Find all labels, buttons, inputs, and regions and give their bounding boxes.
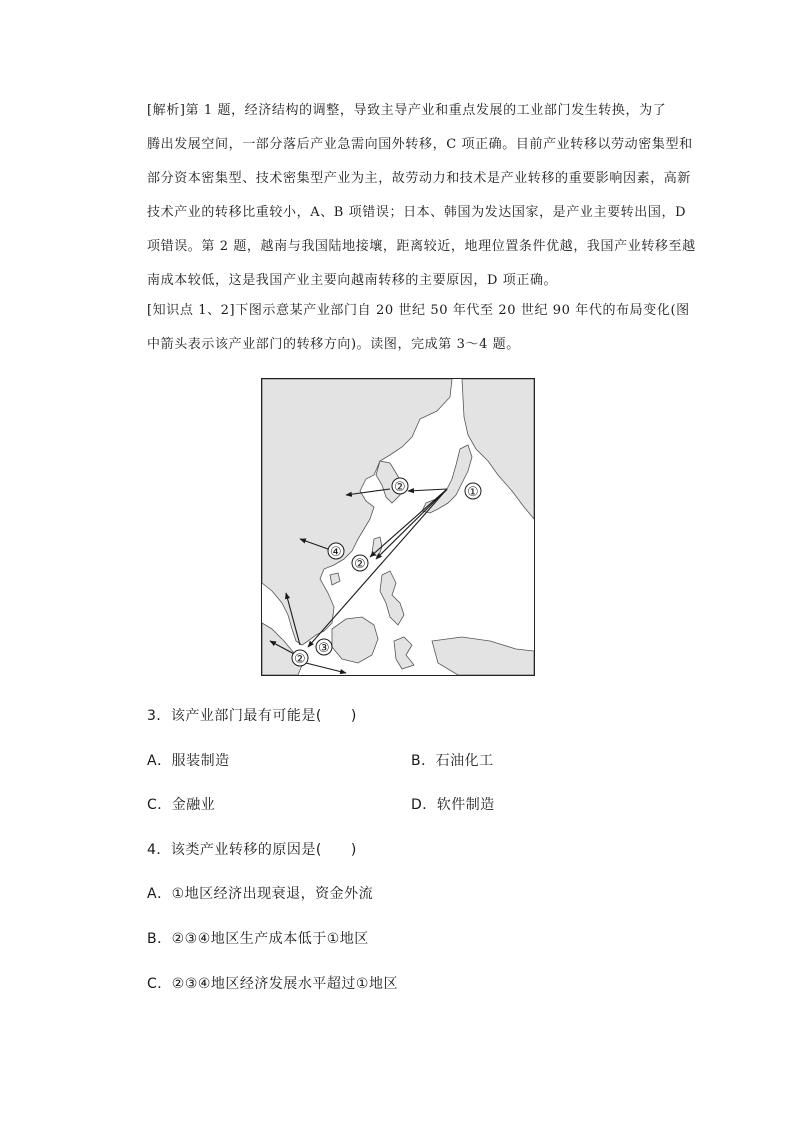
analysis-line: 项错误。第 2 题，越南与我国陆地接壤，距离较近，地理位置条件优越，我国产业转移至越: [147, 239, 696, 254]
transfer-singapore-east: [306, 663, 346, 673]
question-3-option-c[interactable]: C．金融业: [147, 797, 216, 813]
transfer-japan-to-taiwan-a: [370, 489, 447, 557]
question-3-option-d[interactable]: D．软件制造: [411, 797, 495, 813]
intro-line: 中箭头表示该产业部门的转移方向)。读图，完成第 3～4 题。: [147, 337, 520, 352]
label-singapore: [292, 650, 308, 667]
intro-line: [知识点 1、2]下图示意某产业部门自 20 世纪 50 年代至 20 世纪 90 年代的布局变化(图: [147, 303, 690, 318]
question-4-option-c[interactable]: C．②③④地区经济发展水平超过①地区: [147, 976, 398, 992]
map-svg: [262, 379, 534, 675]
question-4-stem: 4．该类产业转移的原因是( ): [147, 842, 357, 858]
analysis-line: 部分资本密集型、技术密集型产业为主，故劳动力和技术是产业转移的重要影响因素，高新: [147, 171, 692, 186]
analysis-line: 南成本较低，这是我国产业主要向越南转移的主要原因，D 项正确。: [147, 273, 558, 288]
analysis-line: 腾出发展空间，一部分落后产业急需向国外转移，C 项正确。目前产业转移以劳动密集型和: [147, 137, 693, 152]
svg-text:②: ②: [294, 652, 306, 667]
svg-text:②: ②: [394, 480, 406, 495]
transfer-japan-to-korea: [408, 489, 447, 491]
label-japan: [465, 483, 481, 500]
borneo-island: [332, 617, 378, 663]
intro-paragraph: [147, 294, 690, 362]
label-south-china: [328, 543, 344, 560]
industry-transfer-map: [261, 378, 535, 676]
analysis-line: 技术产业的转移比重较小，A、B 项错误；日本、韩国为发达国家，是产业主要转出国，D: [147, 205, 687, 220]
label-taiwan: [352, 555, 368, 572]
label-indonesia: [316, 639, 332, 656]
question-3-option-b[interactable]: B．石油化工: [411, 753, 494, 769]
transfer-japan-to-taiwan-b: [376, 489, 447, 559]
analysis-paragraph: [147, 94, 696, 298]
svg-text:③: ③: [318, 641, 330, 656]
label-korea: [392, 478, 408, 495]
question-4-option-a[interactable]: A．①地区经济出现衰退，资金外流: [147, 886, 374, 902]
question-3-stem: 3．该产业部门最有可能是( ): [147, 708, 357, 724]
hainan-island: [330, 573, 340, 585]
eastern-islands: [432, 637, 534, 675]
japan-islands: [422, 445, 472, 513]
philippines-islands: [380, 571, 404, 625]
svg-text:①: ①: [467, 485, 479, 500]
svg-text:④: ④: [330, 545, 342, 560]
question-3-option-a[interactable]: A．服装制造: [147, 753, 230, 769]
sulawesi-island: [394, 637, 414, 669]
analysis-line: [解析]第 1 题，经济结构的调整，导致主导产业和重点发展的工业部门发生转换，为了: [147, 103, 667, 118]
question-4-option-b[interactable]: B．②③④地区生产成本低于①地区: [147, 931, 369, 947]
svg-text:②: ②: [354, 557, 366, 572]
